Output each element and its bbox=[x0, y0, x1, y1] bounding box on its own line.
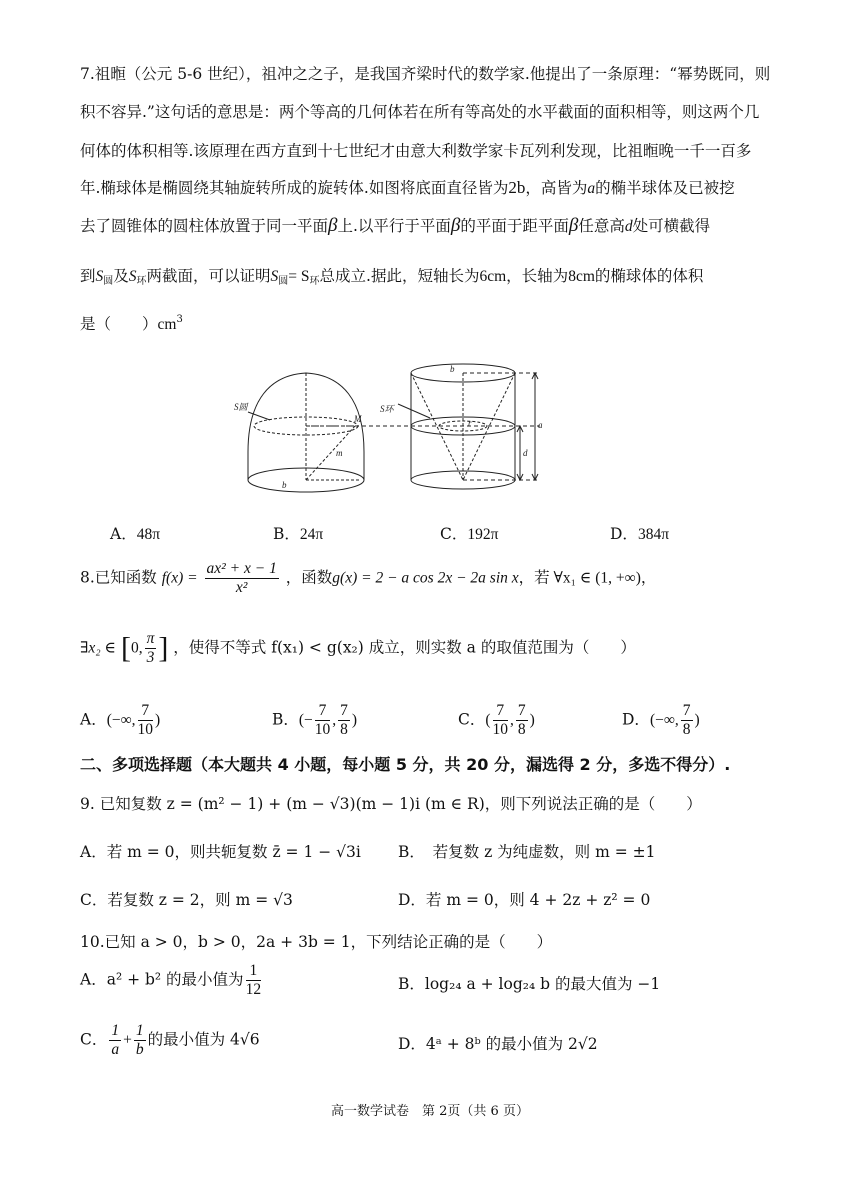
q9-option-b[interactable]: B． 若复数 z 为纯虚数，则 m = ±1 bbox=[398, 843, 656, 861]
section-heading: 二、多项选择题（本大题共 4 小题，每小题 5 分，共 20 分，漏选得 2 分，多选不得分）. bbox=[80, 755, 731, 774]
q7-option-c[interactable]: C．192π bbox=[440, 525, 499, 543]
q7-line-5: 去了圆锥体的圆柱体放置于同一平面β上.以平行于平面β的平面于距平面β任意高d处可横截得 bbox=[80, 215, 711, 236]
fig-label-r: r bbox=[468, 418, 472, 428]
fig-label-b-right: b bbox=[450, 364, 455, 374]
q8-option-c[interactable]: C．( $\frac{7}{10}$ , $\frac{7}{8}$ ) bbox=[458, 702, 535, 738]
fig-label-a: a bbox=[538, 420, 543, 430]
fig-label-d: d bbox=[523, 448, 528, 458]
q7-option-b[interactable]: B．24π bbox=[273, 525, 324, 543]
q7-figure bbox=[230, 360, 560, 500]
q10-stem: 10.已知 a > 0，b > 0，2a + 3b = 1，下列结论正确的是（ ） bbox=[80, 933, 553, 951]
q8-option-b[interactable]: B．(− $\frac{7}{10}$ , $\frac{7}{8}$ ) bbox=[272, 702, 358, 738]
q7-line-6: 到$S_圆$及$S_环$两截面，可以证明$S_圆= S_环$总成立.据此，短轴长为6cm，长轴为8cm的椭球体的体积 bbox=[80, 267, 704, 287]
q9-stem: 9. 已知复数 z = (m² − 1) + (m − √3)(m − 1)i (m ∈ R)，则下列说法正确的是（ ） bbox=[80, 795, 702, 813]
q7-line-2: 积不容异.”这句话的意思是：两个等高的几何体若在所有等高处的水平截面的面积相等，则这两个几 bbox=[80, 103, 760, 121]
q9-option-d[interactable]: D．若 m = 0，则 4 + 2z + z² = 0 bbox=[398, 891, 651, 909]
fig-label-b-left: b bbox=[282, 480, 287, 490]
fig-label-M: M bbox=[354, 414, 362, 424]
fig-label-m: m bbox=[336, 448, 343, 458]
q8-line-2: ∃x₂ ∈ [0, $\frac{\pi}{3}$ ] ，使得不等式 f(x₁) < g(x₂) 成立，则实数 a 的取值范围为（ ） bbox=[80, 630, 636, 666]
q7-option-d[interactable]: D．384π bbox=[610, 525, 670, 543]
q9-option-a[interactable]: A．若 m = 0，则共轭复数 z̄ = 1 − √3i bbox=[80, 843, 361, 861]
q7-line-7: 是（ ）$cm^3$ bbox=[80, 314, 183, 333]
q7-line-4: 年.椭球体是椭圆绕其轴旋转所成的旋转体.如图将底面直径皆为2b，高皆为a的椭半球体及已被挖 bbox=[80, 178, 735, 197]
q10-option-c[interactable]: C． $\frac{1}{a}$ + $\frac{1}{b}$ 的最小值为 4√6 bbox=[80, 1022, 260, 1058]
page-footer: 高一数学试卷 第 2页（共 6 页） bbox=[331, 1104, 529, 1119]
q8-line-1: 8.已知函数 f(x) = $\frac{\text{ax² + x − 1}}{\text{x²}}$ ，函数g(x) = 2 − a cos 2x − 2a sin x，若 ∀x₁ ∈ (1, +∞)， bbox=[80, 560, 657, 596]
q8-option-a[interactable]: A．(−∞, $\frac{7}{10}$ ) bbox=[80, 702, 161, 738]
fig-label-s-huan: S环 bbox=[380, 404, 394, 414]
q10-option-d[interactable]: D．4ᵃ + 8ᵇ 的最小值为 2√2 bbox=[398, 1035, 598, 1053]
q8-option-d[interactable]: D．(−∞, $\frac{7}{8}$ ) bbox=[622, 702, 700, 738]
q10-option-b[interactable]: B．log₂₄ a + log₂₄ b 的最大值为 −1 bbox=[398, 975, 661, 993]
q9-option-c[interactable]: C．若复数 z = 2，则 m = √3 bbox=[80, 891, 293, 909]
q7-option-a[interactable]: A．48π bbox=[110, 525, 161, 543]
fig-label-s-yuan: S圆 bbox=[234, 402, 248, 412]
q7-line-1: 7.祖暅（公元 5-6 世纪），祖冲之之子，是我国齐梁时代的数学家.他提出了一条原理：“幂势既同，则 bbox=[80, 65, 771, 83]
q7-line-3: 何体的体积相等.该原理在西方直到十七世纪才由意大利数学家卡瓦列利发现，比祖暅晚一千一百多 bbox=[80, 142, 752, 160]
q10-option-a[interactable]: A．a² + b² 的最小值为 $\frac{1}{12}$ bbox=[80, 962, 262, 998]
